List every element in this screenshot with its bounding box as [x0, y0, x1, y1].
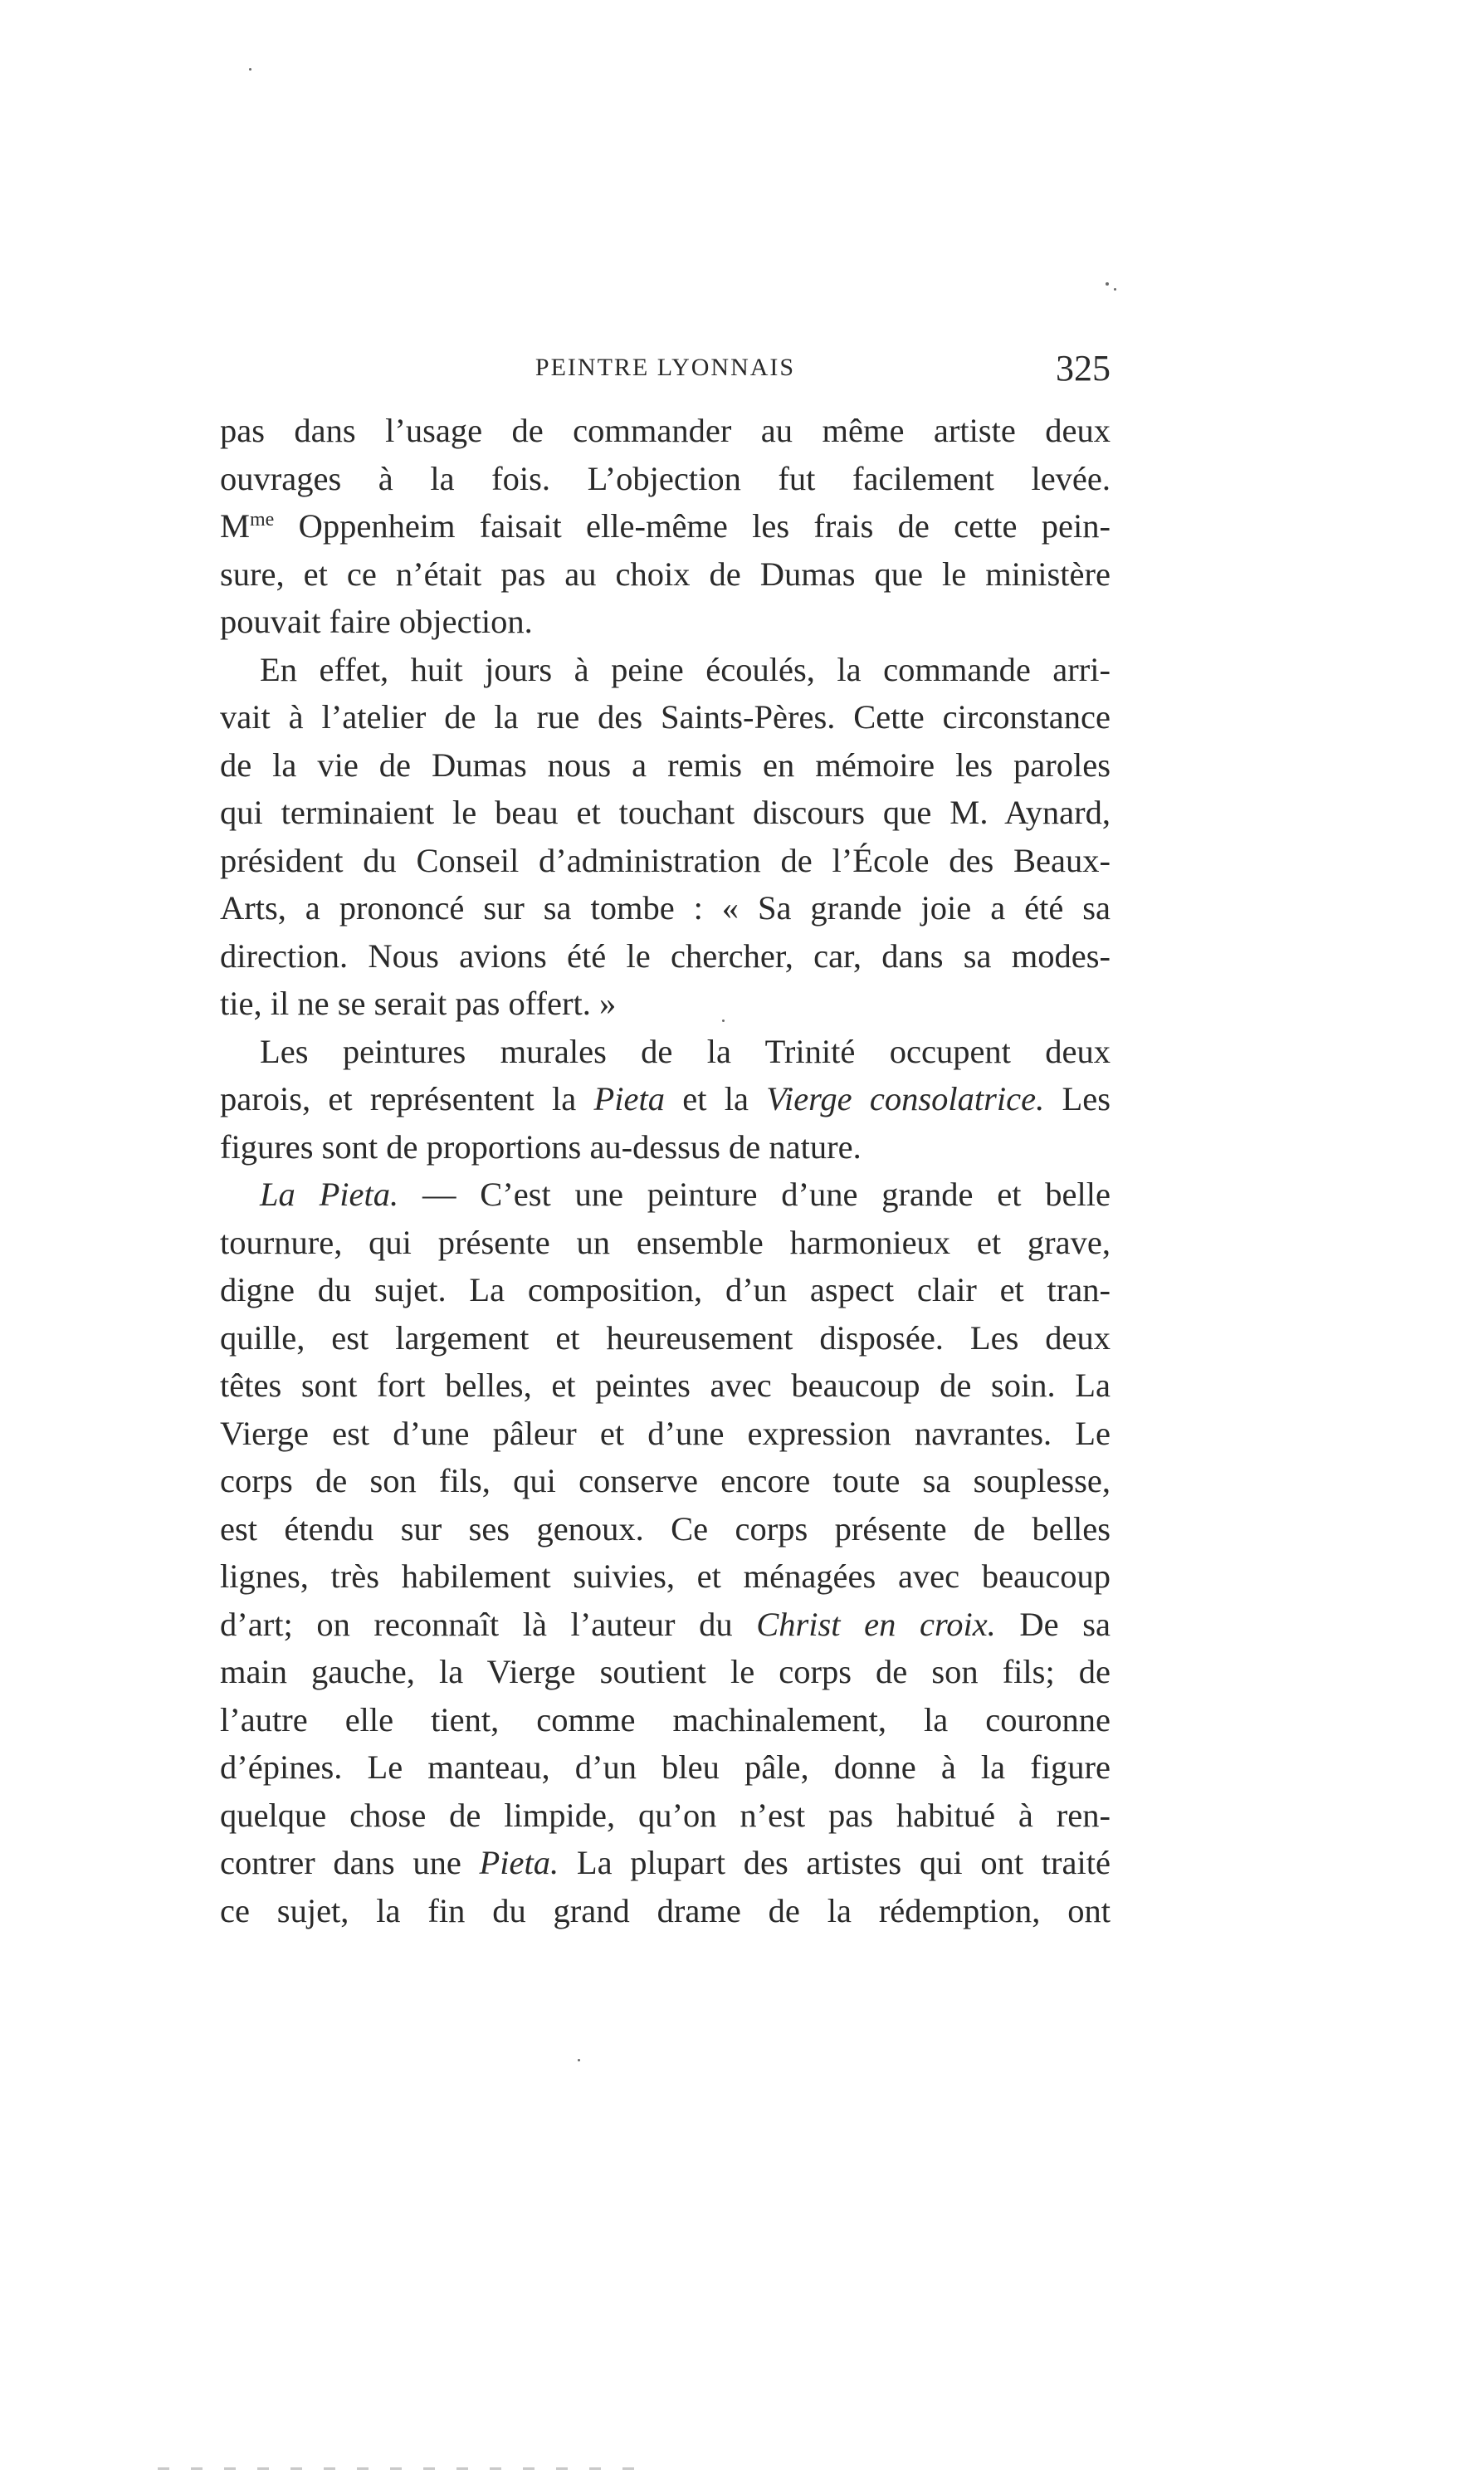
text-line: d’épines. Le manteau, d’un bleu pâle, donne à la figure: [220, 1748, 1111, 1786]
text-line: sure, et ce n’était pas au choix de Dumas que le ministère: [220, 555, 1111, 593]
running-head: [220, 347, 1111, 397]
ink-speck: [1106, 282, 1109, 286]
text-line: tournure, qui présente un ensemble harmonieux et grave,: [220, 1223, 1111, 1261]
text-segment: — C’est une peinture d’une grande et belle: [398, 1176, 1111, 1213]
text-line: En effet, huit jours à peine écoulés, la commande arri-: [260, 650, 1111, 688]
text-line: main gauche, la Vierge soutient le corps de son fils; de: [220, 1653, 1111, 1690]
text-line: digne du sujet. La composition, d’un aspect clair et tran-: [220, 1271, 1111, 1308]
text-line: ouvrages à la fois. L’objection fut facilement levée.: [220, 459, 1111, 497]
text-line: qui terminaient le beau et touchant discours que M. Aynard,: [220, 794, 1111, 831]
text-line: est étendu sur ses genoux. Ce corps présente de belles: [220, 1509, 1111, 1548]
paragraph-4: [220, 1171, 1111, 1934]
page-number: 325: [1056, 348, 1111, 389]
text-line: [220, 1171, 1111, 1219]
text-segment: La plupart des artistes qui ont traité: [559, 1844, 1111, 1881]
text-line: ce sujet, la fin du grand drame de la rédemption, ont: [220, 1891, 1111, 1929]
text-line: quille, est largement et heureusement disposée. Les deux: [220, 1318, 1111, 1357]
text-line: figures sont de proportions au-dessus de nature.: [220, 1127, 862, 1166]
text-line: tie, il ne se serait pas offert. »: [220, 985, 617, 1022]
text-line: direction. Nous avions été le chercher, car, dans sa modes-: [220, 936, 1111, 975]
text-segment: Oppenheim faisait elle-même les frais de cette pein-: [274, 507, 1111, 545]
text-line: lignes, très habilement suivies, et ménagées avec beaucoup: [220, 1557, 1111, 1595]
text-line: [220, 1839, 1111, 1887]
abbreviation-superscript: me: [250, 509, 275, 531]
body-text: [220, 407, 1111, 1934]
text-line: pouvait faire objection.: [220, 603, 533, 640]
artwork-title-vierge-consolatrice: Vierge consolatrice.: [766, 1080, 1045, 1117]
text-line: président du Conseil d’administration de l’École des Beaux-: [220, 841, 1111, 879]
paragraph-3: [220, 1028, 1111, 1171]
text-line: vait à l’atelier de la rue des Saints-Pères. Cette circonstance: [220, 698, 1111, 736]
running-title: PEINTRE LYONNAIS: [535, 354, 796, 381]
text-line: Les peintures murales de la Trinité occupent deux: [260, 1032, 1111, 1070]
artwork-title-christ-en-croix: Christ en croix.: [756, 1605, 996, 1643]
ink-speck: [578, 2059, 580, 2061]
abbreviation-m: M: [220, 507, 251, 545]
text-segment: Les: [1044, 1080, 1111, 1117]
text-line: [220, 1075, 1111, 1123]
text-line: de la vie de Dumas nous a remis en mémoire les paroles: [220, 746, 1111, 784]
text-line: Arts, a prononcé sur sa tombe : « Sa grande joie a été sa: [220, 889, 1111, 927]
section-heading-la-pieta: La Pieta.: [260, 1176, 399, 1213]
ink-speck: [1114, 288, 1116, 291]
scan-edge-marks: [158, 2467, 656, 2470]
text-segment: et la: [664, 1080, 767, 1117]
text-line: pas dans l’usage de commander au même artiste deux: [220, 412, 1111, 449]
paragraph-2: [220, 646, 1111, 1028]
artwork-title-pieta: Pieta: [593, 1080, 665, 1117]
text-line: l’autre elle tient, comme machinalement, la couronne: [220, 1700, 1111, 1738]
ink-speck: [249, 68, 251, 71]
text-line: corps de son fils, qui conserve encore toute sa souplesse,: [220, 1462, 1111, 1499]
text-line: [220, 1601, 1111, 1649]
text-line: têtes sont fort belles, et peintes avec beaucoup de soin. La: [220, 1367, 1111, 1404]
artwork-title-pieta: Pieta.: [479, 1844, 559, 1881]
text-line: Vierge est d’une pâleur et d’une expression navrantes. Le: [220, 1414, 1111, 1452]
text-segment: contrer dans une: [220, 1844, 480, 1881]
text-line: quelque chose de limpide, qu’on n’est pas habitué à ren-: [220, 1796, 1111, 1834]
text-segment: d’art; on reconnaît là l’auteur du: [220, 1605, 757, 1643]
text-line: [220, 502, 1111, 550]
text-segment: parois, et représentent la: [220, 1080, 594, 1117]
text-segment: De sa: [995, 1605, 1111, 1643]
paragraph-1: [220, 407, 1111, 646]
